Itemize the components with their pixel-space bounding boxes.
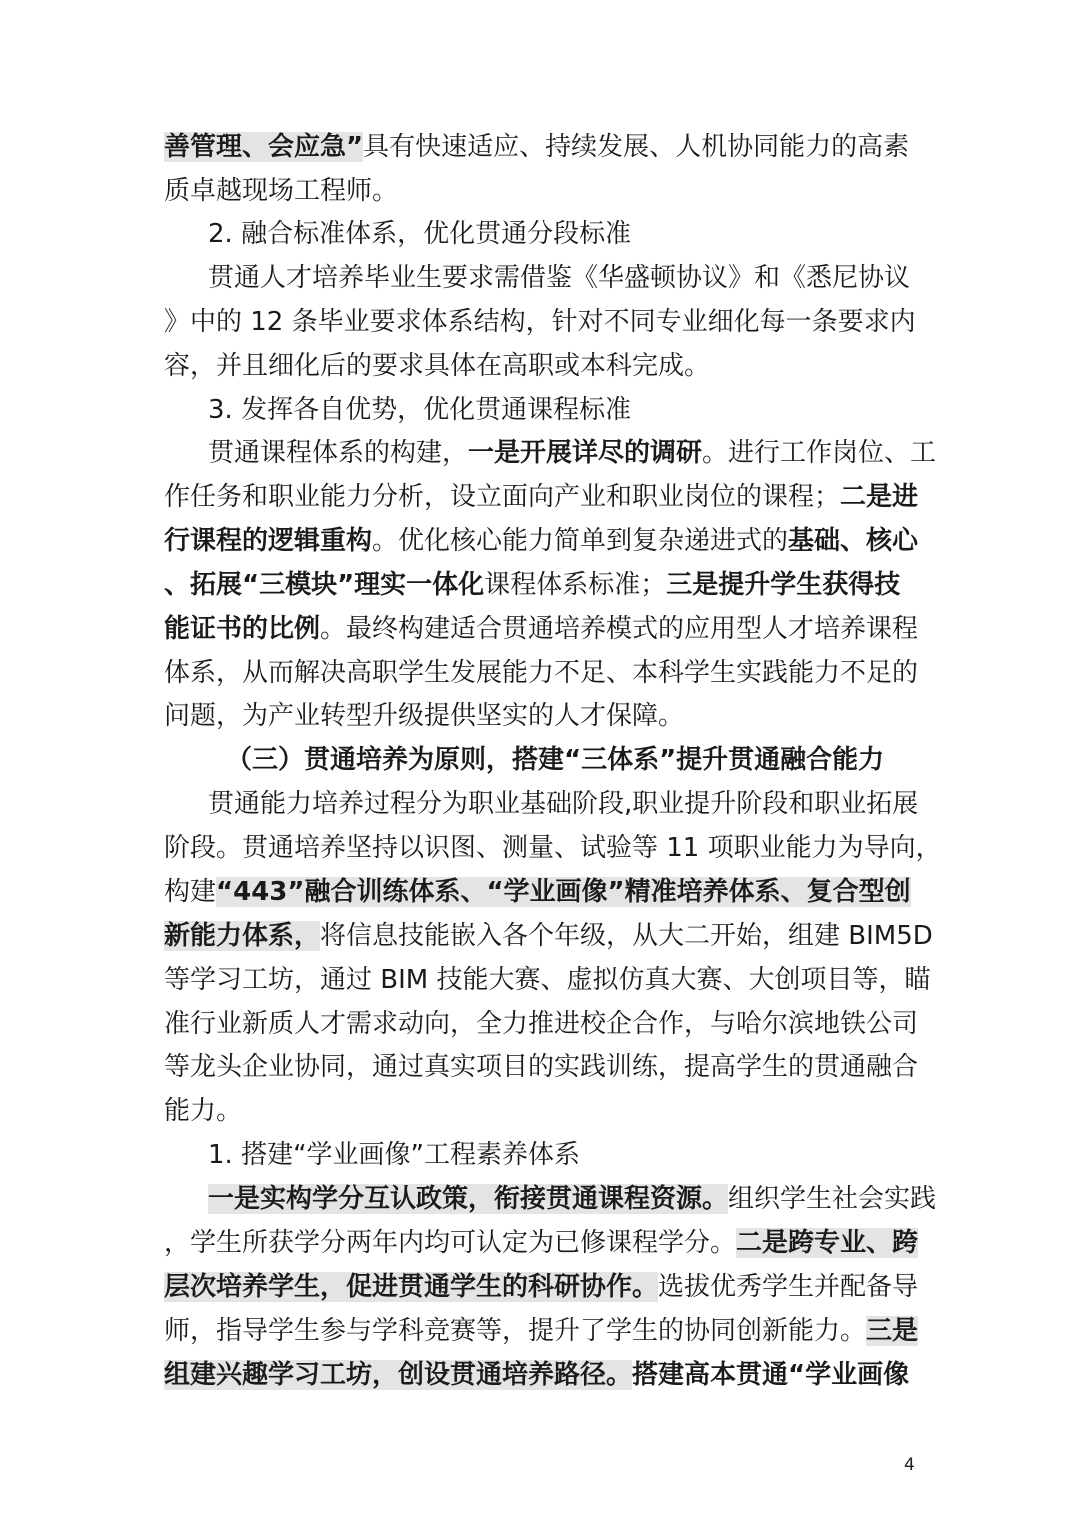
bold-text: 基础、核心 <box>788 526 919 556</box>
text-line <box>164 1223 918 1263</box>
text-run: 师，指导学生参与学科竞赛等，提升了学生的协同创新能力。 <box>164 1316 867 1346</box>
section-heading: 3. 发挥各自优势，优化贯通课程标准 <box>208 395 632 425</box>
text-line: 质卓越现场工程师。 <box>164 176 399 206</box>
text-run: 课程体系标准； <box>484 570 667 600</box>
highlighted-text: 新能力体系， <box>164 921 321 951</box>
highlighted-text: 层次培养学生，促进贯通学生的科研协作。 <box>164 1272 659 1302</box>
text-line <box>164 1355 909 1395</box>
highlighted-text: 三是 <box>866 1316 919 1346</box>
highlighted-text: 一是实构学分互认政策，衔接贯通课程资源。 <box>208 1184 729 1214</box>
text-line <box>164 127 909 167</box>
page-number: 4 <box>904 1455 915 1475</box>
text-line: 等龙头企业协同，通过真实项目的实践训练，提高学生的贯通融合 <box>164 1052 919 1082</box>
text-run: ，学生所获学分两年内均可认定为已修课程学分。 <box>164 1228 737 1258</box>
bold-text: 能证书的比例 <box>164 614 321 644</box>
bold-text: 三是提升学生获得技 <box>666 570 901 600</box>
bold-text: 一是开展详尽的调研 <box>468 438 703 468</box>
section-heading: 2. 融合标准体系，优化贯通分段标准 <box>208 219 632 249</box>
bold-text: 搭建高本贯通“学业画像 <box>632 1360 910 1390</box>
text-line <box>164 916 933 956</box>
highlighted-text: 善管理、会应急” <box>164 132 364 162</box>
text-line <box>164 1267 918 1307</box>
text-run: 。优化核心能力简单到复杂递进式的 <box>372 526 789 556</box>
text-run: 。进行工作岗位、工 <box>702 438 937 468</box>
text-line <box>164 1311 918 1351</box>
bold-text: 、拓展“三模块”理实一体化 <box>164 570 485 600</box>
highlighted-text: “443”融合训练体系、“学业画像”精准培养体系、复合型创 <box>216 877 911 907</box>
bold-text: 二是进 <box>840 482 919 512</box>
text-line: 准行业新质人才需求动向，全力推进校企合作，与哈尔滨地铁公司 <box>164 1009 919 1039</box>
text-line <box>164 609 918 649</box>
text-line <box>164 477 918 517</box>
text-line: 贯通人才培养毕业生要求需借鉴《华盛顿协议》和《悉尼协议 <box>208 263 911 293</box>
text-line: 问题，为产业转型升级提供坚实的人才保障。 <box>164 701 685 731</box>
text-line <box>164 521 918 561</box>
text-run: 选拔优秀学生并配备导 <box>658 1272 919 1302</box>
text-line: 》中的 12 条毕业要求体系结构，针对不同专业细化每一条要求内 <box>164 307 916 337</box>
text-line <box>164 565 900 605</box>
text-line: 阶段。贯通培养坚持以识图、测量、试验等 11 项职业能力为导向， <box>164 833 942 863</box>
text-line: 体系，从而解决高职学生发展能力不足、本科学生实践能力不足的 <box>164 658 919 688</box>
text-run: 具有快速适应、持续发展、人机协同能力的高素 <box>363 132 910 162</box>
highlighted-text: 组建兴趣学习工坊，创设贯通培养路径。 <box>164 1360 633 1390</box>
text-line: 等学习工坊，通过 BIM 技能大赛、虚拟仿真大赛、大创项目等，瞄 <box>164 965 931 995</box>
text-run: 组织学生社会实践 <box>728 1184 937 1214</box>
text-run: 贯通课程体系的构建， <box>208 438 469 468</box>
section-heading: 1. 搭建“学业画像”工程素养体系 <box>208 1140 581 1170</box>
text-run: 作任务和职业能力分析，设立面向产业和职业岗位的课程； <box>164 482 841 512</box>
highlighted-text: 二是跨专业、跨 <box>736 1228 919 1258</box>
text-run: 将信息技能嵌入各个年级，从大二开始，组建 BIM5D <box>320 921 933 951</box>
section-heading: （三）贯通培养为原则，搭建“三体系”提升贯通融合能力 <box>226 745 885 775</box>
text-line: 容，并且细化后的要求具体在高职或本科完成。 <box>164 351 711 381</box>
text-run: 构建 <box>164 877 217 907</box>
text-line: 贯通能力培养过程分为职业基础阶段,职业提升阶段和职业拓展 <box>208 789 919 819</box>
text-run: 。最终构建适合贯通培养模式的应用型人才培养课程 <box>320 614 919 644</box>
bold-text: 行课程的逻辑重构 <box>164 526 373 556</box>
text-line <box>208 433 936 473</box>
text-line: 能力。 <box>164 1096 243 1126</box>
text-line <box>164 872 911 912</box>
text-line <box>208 1179 936 1219</box>
